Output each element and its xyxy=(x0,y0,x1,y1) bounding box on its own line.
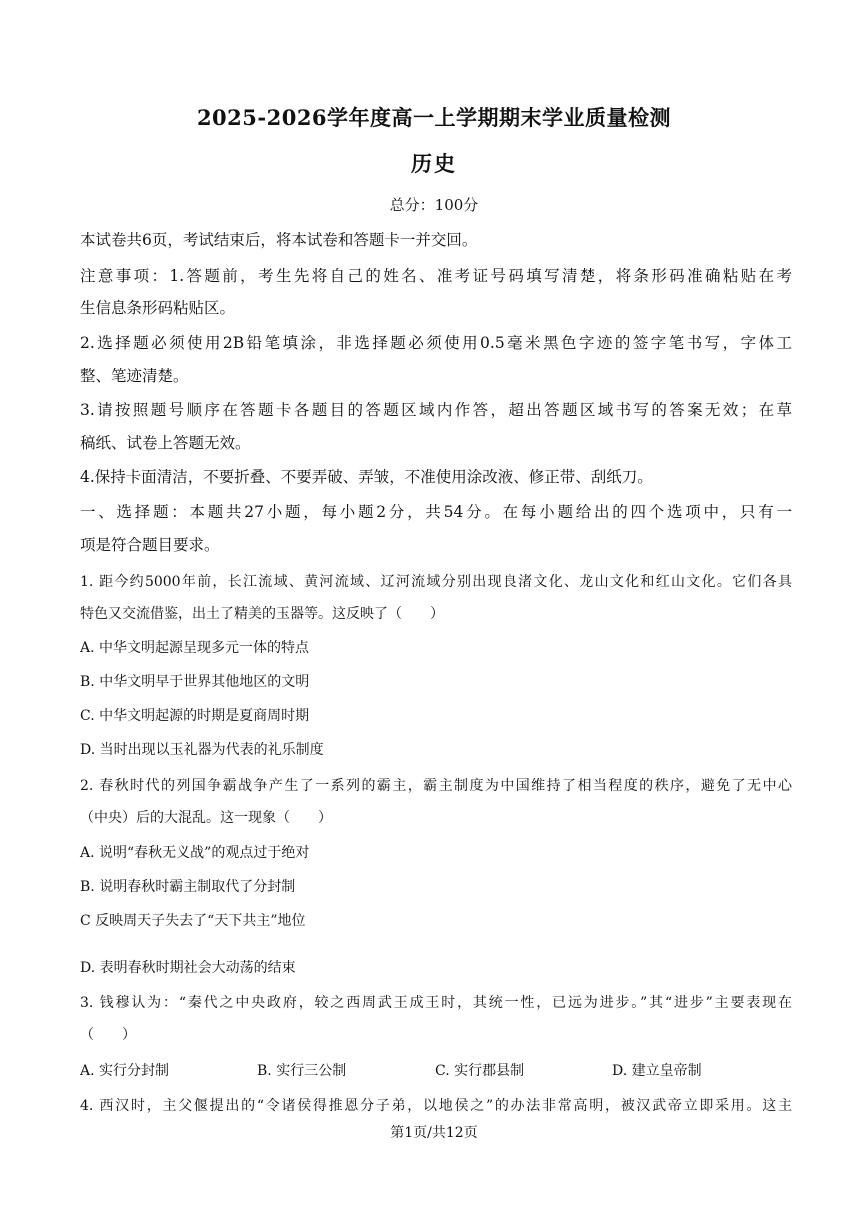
question-1-option-d: D. 当时出现以玉礼器为代表的礼乐制度 xyxy=(80,742,324,758)
question-3-option-a: A. 实行分封制 xyxy=(80,1063,170,1079)
question-1-option-b: B. 中华文明早于世界其他地区的文明 xyxy=(80,674,310,690)
instructions-intro: 本试卷共6页，考试结束后，将本试卷和答题卡一并交回。 xyxy=(80,231,478,249)
question-3-option-b: B. 实行三公制 xyxy=(257,1063,347,1079)
question-3-stem: 3. 钱穆认为：“秦代之中央政府，较之西周武王成王时，其统一性，已远为进步。”其“进步”主要表现在 xyxy=(80,995,792,1011)
question-2-option-a: A. 说明“春秋无义战”的观点过于绝对 xyxy=(80,845,310,861)
instruction-note-2-cont: 整、笔迹清楚。 xyxy=(80,367,189,385)
question-1-option-a: A. 中华文明起源呈现多元一体的特点 xyxy=(80,640,310,656)
exam-subject: 历史 xyxy=(411,151,457,176)
question-1-option-c: C. 中华文明起源的时期是夏商周时期 xyxy=(80,708,310,724)
question-2-stem-cont: （中央）后的大混乱。这一现象（ ） xyxy=(80,810,332,826)
page-footer: 第1页/共12页 xyxy=(390,1125,478,1141)
instruction-note-1-cont: 生信息条形码粘贴区。 xyxy=(80,299,236,317)
question-3-option-c: C. 实行郡县制 xyxy=(435,1063,525,1079)
question-2-option-b: B. 说明春秋时霸主制取代了分封制 xyxy=(80,879,296,895)
instruction-note-4: 4.保持卡面清洁，不要折叠、不要弄破、弄皱，不准使用涂改液、修正带、刮纸刀。 xyxy=(80,468,653,486)
total-score: 总分：100分 xyxy=(389,196,479,214)
question-2-option-c: C 反映周天子失去了“天下共主”地位 xyxy=(80,913,306,929)
section-heading-cont: 项是符合题目要求。 xyxy=(80,536,220,554)
exam-title: 2025-2026学年度高一上学期期末学业质量检测 xyxy=(196,105,672,130)
question-2-option-d: D. 表明春秋时期社会大动荡的结束 xyxy=(80,960,296,976)
section-heading: 一、选择题：本题共27小题，每小题2分，共54分。在每小题给出的四个选项中，只有一 xyxy=(80,503,792,521)
question-1-stem-cont: 特色又交流借鉴，出土了精美的玉器等。这反映了（ ） xyxy=(80,606,444,622)
instruction-note-1: 注意事项：1.答题前，考生先将自己的姓名、准考证号码填写清楚，将条形码准确粘贴在考 xyxy=(80,267,792,285)
instruction-note-2: 2.选择题必须使用2B铅笔填涂，非选择题必须使用0.5毫米黑色字迹的签字笔书写，字体工 xyxy=(80,334,792,352)
instruction-note-3: 3.请按照题号顺序在答题卡各题目的答题区域内作答，超出答题区域书写的答案无效；在草 xyxy=(80,401,792,419)
question-3-option-d: D. 建立皇帝制 xyxy=(612,1063,702,1079)
instruction-note-3-cont: 稿纸、试卷上答题无效。 xyxy=(80,434,251,452)
question-3-stem-cont: （ ） xyxy=(80,1027,136,1043)
question-2-stem: 2. 春秋时代的列国争霸战争产生了一系列的霸主，霸主制度为中国维持了相当程度的秩序，避免了无中心 xyxy=(80,778,792,794)
question-1-stem: 1. 距今约5000年前，长江流域、黄河流域、辽河流域分别出现良渚文化、龙山文化和红山文化。它们各具 xyxy=(80,574,792,590)
question-4-stem: 4. 西汉时，主父偃提出的“令诸侯得推恩分子弟，以地侯之”的办法非常高明，被汉武帝立即采用。这主 xyxy=(80,1098,792,1114)
